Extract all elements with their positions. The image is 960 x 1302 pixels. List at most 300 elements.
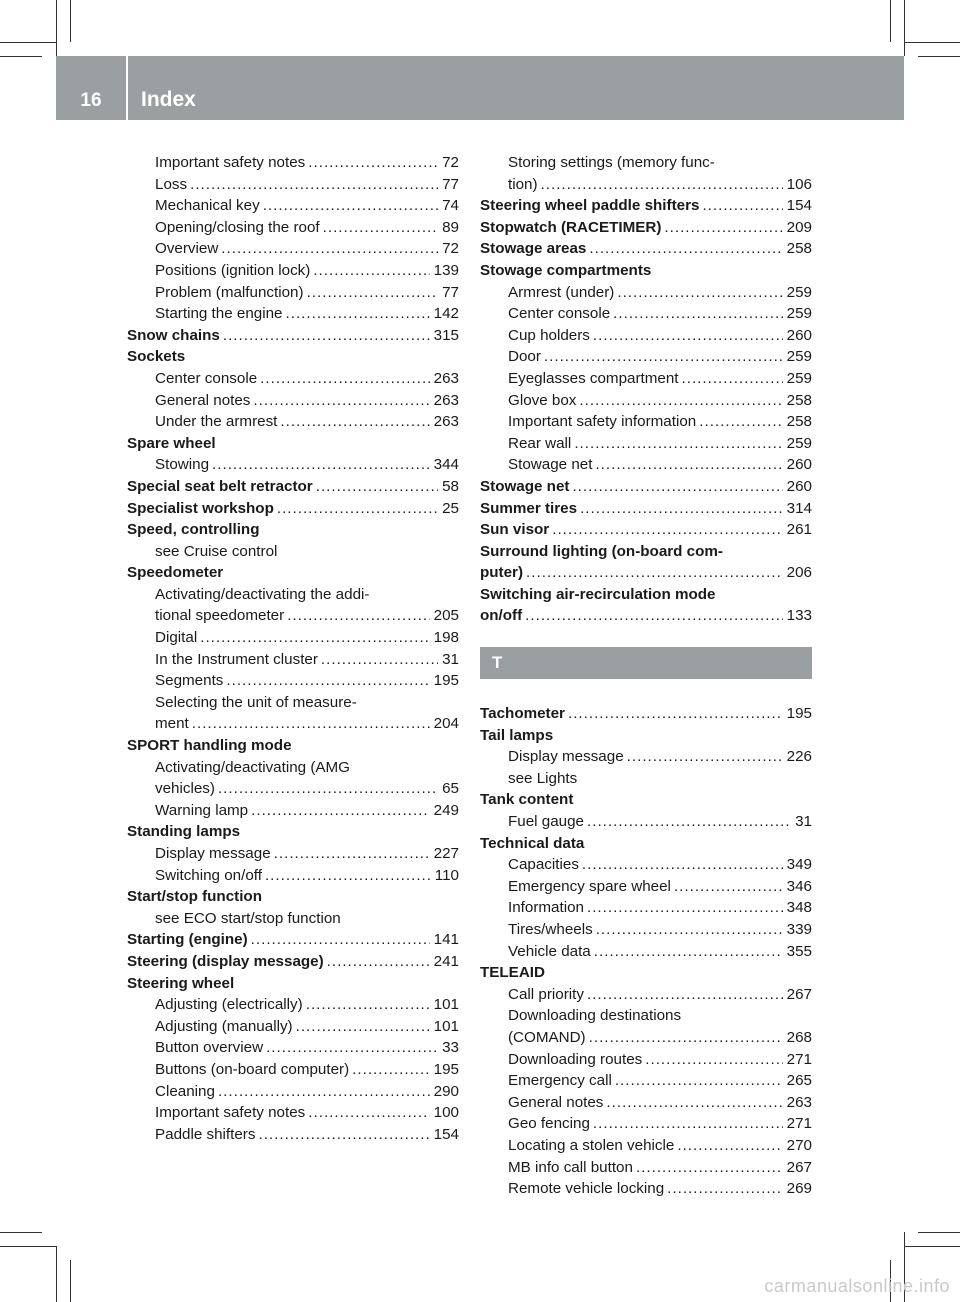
entry-text: Steering wheel — [127, 974, 235, 992]
dot-leader — [615, 1070, 783, 1092]
dot-leader — [200, 627, 429, 649]
index-entry — [127, 325, 459, 347]
entry-text: Stowing — [155, 456, 210, 474]
index-subentry — [127, 390, 459, 412]
page-ref: 314 — [786, 499, 812, 517]
entry-text: Important safety notes — [155, 154, 306, 171]
index-entry — [480, 562, 812, 584]
index-subentry — [127, 1059, 459, 1081]
entry-text: Display message — [508, 748, 624, 766]
entry-text: Segments — [155, 672, 224, 690]
entry-text: Important safety notes — [155, 1104, 306, 1122]
page-ref: 258 — [786, 240, 812, 258]
dot-leader — [258, 1124, 429, 1146]
index-entry — [127, 346, 459, 368]
page-ref: 31 — [795, 813, 812, 831]
page-ref: 204 — [433, 715, 459, 733]
dot-leader — [352, 1059, 429, 1081]
index-list-t — [480, 703, 812, 1200]
dot-leader — [580, 498, 783, 520]
entry-text: Speed, controlling — [127, 521, 260, 539]
page-ref: 241 — [433, 952, 459, 970]
entry-text: ment — [155, 715, 189, 733]
crop-mark — [0, 1246, 56, 1247]
page-ref: 58 — [442, 477, 459, 495]
index-subentry — [127, 260, 459, 282]
index-subentry — [127, 692, 459, 714]
dot-leader — [664, 217, 782, 239]
dot-leader — [226, 670, 429, 692]
entry-text: Switching air-recirculation mode — [480, 585, 716, 603]
index-subentry — [127, 584, 459, 606]
index-subentry — [480, 1113, 812, 1135]
dot-leader — [223, 325, 430, 347]
entry-text: Paddle shifters — [155, 1125, 256, 1143]
entry-text: tion) — [508, 175, 538, 193]
page-ref: 77 — [442, 175, 459, 193]
entry-text: Summer tires — [480, 499, 578, 517]
page-ref: 209 — [786, 218, 812, 236]
page-ref: 142 — [433, 305, 459, 323]
dot-leader — [313, 260, 429, 282]
header-divider — [126, 56, 128, 120]
dot-leader — [266, 1037, 438, 1059]
dot-leader — [286, 303, 430, 325]
index-subentry — [480, 1005, 812, 1027]
page-ref: 349 — [786, 856, 812, 874]
entry-text: Technical data — [480, 834, 585, 852]
crop-mark — [918, 1232, 960, 1233]
entry-text: Selecting the unit of measure- — [155, 693, 357, 711]
entry-text: Standing lamps — [127, 823, 241, 841]
index-entry — [127, 433, 459, 455]
page-ref: 263 — [786, 1093, 812, 1111]
entry-text: Sockets — [127, 348, 186, 366]
entry-text: Stowage net — [508, 456, 593, 474]
index-entry — [480, 833, 812, 855]
page-ref: 89 — [442, 218, 459, 236]
page-ref: 195 — [433, 1060, 459, 1078]
index-entry — [480, 498, 812, 520]
entry-text: Stopwatch (RACETIMER) — [480, 218, 662, 236]
index-subentry — [480, 282, 812, 304]
entry-text: General notes — [508, 1093, 604, 1111]
page-ref: 271 — [786, 1115, 812, 1133]
index-entry — [127, 519, 459, 541]
page-ref: 74 — [442, 197, 459, 215]
dot-leader — [552, 519, 782, 541]
entry-text: Tank content — [480, 791, 574, 809]
index-subentry — [127, 843, 459, 865]
page-ref: 31 — [442, 650, 459, 668]
page-ref: 263 — [433, 369, 459, 387]
entry-text: Downloading destinations — [508, 1007, 682, 1025]
entry-text: on/off — [480, 607, 523, 625]
index-subentry — [480, 897, 812, 919]
page-ref: 346 — [786, 877, 812, 895]
entry-text: Cup holders — [508, 326, 590, 344]
dot-leader — [667, 1178, 782, 1200]
page-ref: 65 — [442, 780, 459, 798]
page-ref: 205 — [433, 607, 459, 625]
entry-text: Stowage areas — [480, 240, 587, 258]
index-subentry — [127, 649, 459, 671]
index-subentry — [127, 1081, 459, 1103]
page-ref: 154 — [433, 1125, 459, 1143]
page-ref: 227 — [433, 845, 459, 862]
dot-leader — [212, 454, 430, 476]
page-ref: 249 — [433, 801, 459, 819]
entry-text: vehicles) — [155, 780, 215, 798]
entry-text: Sun visor — [480, 521, 550, 539]
page-ref: 154 — [786, 197, 812, 215]
dot-leader — [613, 303, 783, 325]
entry-text: tional speedometer — [155, 607, 285, 625]
entry-text: Switching on/off — [155, 866, 262, 884]
index-subentry — [480, 1135, 812, 1157]
dot-leader — [260, 368, 430, 390]
index-subentry — [127, 282, 459, 304]
page-ref: 72 — [442, 154, 459, 171]
page-ref: 259 — [786, 283, 812, 301]
entry-text: Start/stop function — [127, 888, 262, 906]
index-subentry — [480, 303, 812, 325]
dot-leader — [587, 984, 783, 1006]
entry-text: In the Instrument cluster — [155, 650, 318, 668]
dot-leader — [589, 238, 782, 260]
crop-mark — [0, 42, 56, 43]
entry-text: MB info call button — [508, 1158, 633, 1176]
entry-text: Snow chains — [127, 326, 220, 344]
index-subentry — [127, 994, 459, 1016]
entry-text: Rear wall — [508, 434, 572, 452]
entry-text: puter) — [480, 564, 524, 582]
crop-mark — [918, 56, 960, 57]
entry-text: Call priority — [508, 985, 584, 1003]
index-entry — [480, 962, 812, 984]
dot-leader — [579, 390, 782, 412]
index-subentry — [480, 152, 812, 174]
dot-leader — [645, 1049, 782, 1071]
index-subentry — [480, 1070, 812, 1092]
entry-text: Important safety information — [508, 413, 697, 431]
entry-text: Stowage compartments — [480, 261, 652, 279]
dot-leader — [699, 411, 782, 433]
index-subentry — [127, 778, 459, 800]
entry-text: Speedometer — [127, 564, 224, 582]
entry-text: Spare wheel — [127, 434, 216, 452]
index-entry — [127, 973, 459, 995]
dot-leader — [307, 282, 439, 304]
entry-text: Locating a stolen vehicle — [508, 1136, 675, 1154]
entry-text: Vehicle data — [508, 942, 591, 960]
entry-text: Center console — [155, 369, 258, 387]
index-subentry — [127, 908, 459, 930]
entry-text: Buttons (on-board computer) — [155, 1060, 350, 1078]
page-ref: 72 — [442, 240, 459, 258]
index-entry — [127, 498, 459, 520]
index-subentry — [480, 876, 812, 898]
entry-text: Storing settings (memory func- — [508, 154, 715, 171]
page-ref: 259 — [786, 434, 812, 452]
dot-leader — [682, 368, 783, 390]
dot-leader — [617, 282, 782, 304]
index-subentry — [480, 768, 812, 790]
dot-leader — [526, 562, 783, 584]
page-ref: 101 — [433, 996, 459, 1014]
index-entry — [480, 703, 812, 725]
dot-leader — [218, 1081, 430, 1103]
index-entry — [480, 605, 812, 627]
dot-leader — [606, 1092, 782, 1114]
index-subentry — [480, 941, 812, 963]
index-entry — [127, 886, 459, 908]
entry-text: Emergency spare wheel — [508, 877, 671, 895]
index-subentry — [127, 800, 459, 822]
index-subentry — [480, 454, 812, 476]
page-ref: 195 — [786, 705, 812, 723]
index-entry — [480, 519, 812, 541]
index-column-left — [127, 152, 459, 1145]
index-subentry — [480, 1092, 812, 1114]
page-ref: 268 — [786, 1028, 812, 1046]
page-ref: 198 — [433, 629, 459, 647]
dot-leader — [316, 476, 438, 498]
dot-leader — [582, 854, 783, 876]
dot-leader — [221, 238, 438, 260]
entry-text: Tires/wheels — [508, 921, 593, 938]
crop-mark — [0, 56, 42, 57]
entry-text: General notes — [155, 391, 251, 409]
index-subentry — [127, 627, 459, 649]
entry-text: Surround lighting (on-board com- — [480, 542, 723, 560]
crop-mark — [70, 0, 71, 42]
dot-leader — [323, 217, 438, 239]
page-ref: 267 — [786, 985, 812, 1003]
index-entry — [480, 238, 812, 260]
index-entry — [480, 217, 812, 239]
index-subentry — [480, 368, 812, 390]
entry-text: Specialist workshop — [127, 499, 274, 517]
entry-text: Tachometer — [480, 705, 565, 723]
dot-leader — [296, 1016, 430, 1038]
index-subentry — [480, 1178, 812, 1200]
page-ref: 260 — [786, 456, 812, 474]
index-subentry — [480, 390, 812, 412]
letter-section-header: T — [480, 647, 812, 679]
index-subentry — [127, 757, 459, 779]
entry-text: Loss — [155, 175, 188, 193]
index-subentry — [127, 303, 459, 325]
entry-text: Emergency call — [508, 1072, 612, 1090]
dot-leader — [674, 876, 783, 898]
index-subentry — [480, 174, 812, 196]
index-subentry — [480, 984, 812, 1006]
page-ref: 33 — [442, 1039, 459, 1057]
entry-text: Steering (display message) — [127, 952, 324, 970]
index-subentry — [480, 325, 812, 347]
index-subentry — [480, 919, 812, 941]
crop-mark — [904, 0, 905, 56]
page-ref: 77 — [442, 283, 459, 301]
page-ref: 101 — [433, 1017, 459, 1035]
crop-mark — [70, 1260, 71, 1302]
entry-text: Downloading routes — [508, 1050, 643, 1068]
page-ref: 270 — [786, 1136, 812, 1154]
dot-leader — [572, 476, 782, 498]
entry-text: Digital — [155, 629, 198, 647]
dot-leader — [190, 174, 438, 196]
index-entry — [480, 260, 812, 282]
dot-leader — [308, 1102, 429, 1124]
page-ref: 226 — [786, 748, 812, 766]
index-subentry — [127, 541, 459, 563]
dot-leader — [594, 941, 783, 963]
page-number: 16 — [80, 90, 102, 111]
dot-leader — [265, 865, 431, 887]
index-subentry — [127, 152, 459, 174]
index-entry — [127, 951, 459, 973]
index-entry — [127, 929, 459, 951]
entry-text: TELEAID — [480, 964, 545, 982]
page-ref: 259 — [786, 369, 812, 387]
index-entry — [480, 541, 812, 563]
entry-text: Cleaning — [155, 1082, 215, 1100]
entry-text: see Cruise control — [155, 542, 278, 560]
page-ref: 261 — [786, 521, 812, 539]
dot-leader — [253, 390, 429, 412]
dot-leader — [287, 605, 429, 627]
entry-text: Problem (malfunction) — [155, 283, 304, 301]
dot-leader — [525, 605, 782, 627]
page-ref: 339 — [786, 921, 812, 938]
entry-text: Warning lamp — [155, 801, 249, 819]
page-ref: 344 — [433, 456, 459, 474]
entry-text: Activating/deactivating the addi- — [155, 585, 370, 603]
entry-text: Glove box — [508, 391, 577, 409]
dot-leader — [595, 454, 782, 476]
entry-text: Eyeglasses compartment — [508, 369, 679, 387]
index-subentry — [127, 1102, 459, 1124]
index-subentry — [127, 174, 459, 196]
entry-text: (COMAND) — [508, 1028, 586, 1046]
entry-text: Information — [508, 899, 584, 917]
entry-text: Adjusting (manually) — [155, 1017, 293, 1035]
entry-text: Adjusting (electrically) — [155, 996, 303, 1014]
index-entry — [480, 725, 812, 747]
index-subentry — [127, 1124, 459, 1146]
page-ref: 263 — [433, 413, 459, 431]
index-subentry — [480, 1157, 812, 1179]
dot-leader — [636, 1157, 783, 1179]
index-subentry — [480, 346, 812, 368]
page-ref: 269 — [786, 1180, 812, 1198]
index-subentry — [127, 368, 459, 390]
entry-text: Fuel gauge — [508, 813, 584, 831]
page-ref: 141 — [433, 931, 459, 949]
index-entry — [127, 735, 459, 757]
page-ref: 260 — [786, 477, 812, 495]
page-ref: 271 — [786, 1050, 812, 1068]
entry-text: Remote vehicle locking — [508, 1180, 665, 1198]
dot-leader — [544, 346, 783, 368]
entry-text: Mechanical key — [155, 197, 260, 215]
index-subentry — [480, 1027, 812, 1049]
crop-mark — [904, 42, 960, 43]
section-title: Index — [141, 88, 196, 111]
index-subentry — [127, 454, 459, 476]
page-ref: 259 — [786, 348, 812, 366]
index-entry — [127, 562, 459, 584]
crop-mark — [56, 1246, 57, 1302]
dot-leader — [306, 994, 430, 1016]
page-ref: 259 — [786, 305, 812, 323]
page-ref: 290 — [433, 1082, 459, 1100]
watermark: carmanualsonline.info — [764, 1276, 950, 1296]
dot-leader — [541, 174, 783, 196]
index-subentry — [480, 411, 812, 433]
index-subentry — [127, 1037, 459, 1059]
index-subentry — [127, 411, 459, 433]
index-subentry — [480, 433, 812, 455]
page-ref: 355 — [786, 942, 812, 960]
dot-leader — [192, 713, 430, 735]
page-ref: 315 — [433, 326, 459, 344]
page-ref: 195 — [433, 672, 459, 690]
index-subentry — [127, 713, 459, 735]
dot-leader — [251, 929, 430, 951]
index-subentry — [480, 811, 812, 833]
dot-leader — [321, 649, 438, 671]
dot-leader — [277, 498, 438, 520]
page-ref: 100 — [433, 1104, 459, 1122]
index-entry — [480, 584, 812, 606]
dot-leader — [587, 897, 783, 919]
dot-leader — [218, 778, 438, 800]
dot-leader — [677, 1135, 782, 1157]
index-subentry — [127, 217, 459, 239]
entry-text: Door — [508, 348, 541, 366]
index-entry — [480, 476, 812, 498]
dot-leader — [702, 195, 782, 217]
page-ref: 348 — [786, 899, 812, 917]
entry-text: see ECO start/stop function — [155, 909, 341, 927]
index-list-s-continued — [480, 152, 812, 627]
entry-text: SPORT handling mode — [127, 737, 292, 755]
index-subentry — [127, 195, 459, 217]
entry-text: Steering wheel paddle shifters — [480, 197, 700, 215]
dot-leader — [308, 152, 438, 174]
dot-leader — [263, 195, 438, 217]
index-subentry — [127, 670, 459, 692]
index-subentry — [480, 1049, 812, 1071]
dot-leader — [593, 1113, 783, 1135]
page-ref: 258 — [786, 391, 812, 409]
entry-text: see Lights — [508, 769, 578, 787]
entry-text: Positions (ignition lock) — [155, 261, 311, 279]
index-column-right — [480, 152, 812, 1200]
dot-leader — [251, 800, 430, 822]
entry-text: Stowage net — [480, 477, 570, 495]
entry-text: Opening/closing the roof — [155, 218, 320, 236]
index-entry — [480, 195, 812, 217]
entry-text: Center console — [508, 305, 611, 323]
page-ref: 258 — [786, 413, 812, 431]
entry-text: Geo fencing — [508, 1115, 590, 1133]
dot-leader — [574, 433, 782, 455]
index-entry — [127, 476, 459, 498]
index-subentry — [480, 746, 812, 768]
